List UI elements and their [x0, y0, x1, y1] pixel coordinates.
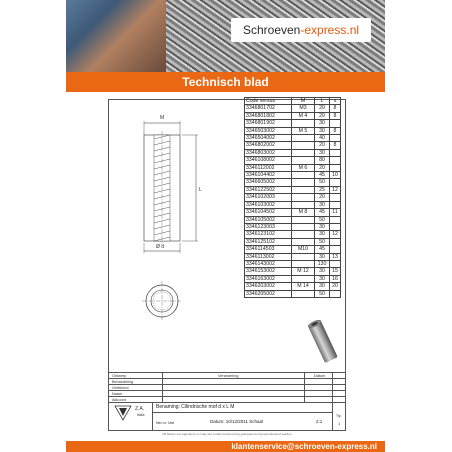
cell-m — [292, 194, 315, 201]
titleblock-sheet-number: 1 — [338, 421, 341, 426]
cell-code: 3346801902 — [245, 120, 292, 127]
logo-main-text: Schroeven — [242, 23, 301, 37]
cell-code: 3346103002 — [245, 201, 292, 208]
cell-m: M3 — [292, 105, 315, 112]
cell-m — [292, 253, 315, 260]
cell-m — [292, 149, 315, 156]
cell-m — [292, 223, 315, 230]
cell-s: 12 — [330, 186, 341, 193]
cell-code: 3346113002 — [245, 253, 292, 260]
cell-m — [292, 231, 315, 238]
titleblock-datum: Datum: 10/12/2011 Schaal — [210, 419, 263, 424]
cell-l: 40 — [315, 135, 330, 142]
cell-m: M 8 — [292, 209, 315, 216]
cell-s — [330, 260, 341, 267]
cell-l: 30 — [315, 283, 330, 290]
table-row — [245, 246, 341, 253]
cell-s — [330, 290, 341, 297]
cell-l: 130 — [315, 260, 330, 267]
cell-m — [292, 238, 315, 245]
table-row — [245, 201, 341, 208]
cell-s — [330, 201, 341, 208]
cell-code: 3346803002 — [245, 149, 292, 156]
titleblock-divider — [304, 372, 305, 402]
company-sub: Italia — [137, 413, 145, 417]
footer-bar — [66, 441, 385, 452]
cell-m — [292, 172, 315, 179]
cell-l: 30 — [315, 275, 330, 282]
cell-l: 20 — [315, 164, 330, 171]
titleblock-divider — [152, 412, 332, 413]
cell-m — [292, 201, 315, 208]
cell-s: 8 — [330, 112, 341, 119]
table-row — [245, 164, 341, 171]
cell-code: 3346203002 — [245, 283, 292, 290]
cell-s — [330, 179, 341, 186]
cell-code: 3346105002 — [245, 216, 292, 223]
cell-l: 30 — [315, 231, 330, 238]
cell-s: 10 — [330, 172, 341, 179]
table-row — [245, 223, 341, 230]
cell-l: 30 — [315, 223, 330, 230]
titleblock-col-datum: Datum — [314, 374, 326, 378]
table-row — [245, 268, 341, 275]
cell-code: 3346114503 — [245, 246, 292, 253]
table-row — [245, 149, 341, 156]
cell-l: 20 — [315, 105, 330, 112]
table-row — [245, 260, 341, 267]
page-title: Technisch blad — [182, 75, 269, 89]
table-row — [245, 157, 341, 164]
cell-s — [330, 164, 341, 171]
table-row — [245, 179, 341, 186]
cell-code: 3346153002 — [245, 268, 292, 275]
table-row — [245, 120, 341, 127]
cell-code: 3346123102 — [245, 231, 292, 238]
cell-code: 3346102003 — [245, 194, 292, 201]
cell-m — [292, 275, 315, 282]
product-render — [306, 316, 340, 368]
cell-l: 20 — [315, 112, 330, 119]
cell-code: 3346163002 — [245, 275, 292, 282]
titleblock-benaming: Benaming: Cilindrische mof d x L M — [156, 404, 235, 410]
cell-l: 45 — [315, 209, 330, 216]
header-photo-tools — [66, 0, 166, 72]
cell-l: 50 — [315, 290, 330, 297]
titleblock-label-behandeling: Behandeling — [112, 380, 134, 384]
table-row — [245, 186, 341, 193]
cell-l: 30 — [315, 120, 330, 127]
cell-s — [330, 246, 341, 253]
titleblock-divider — [162, 372, 163, 402]
cell-m — [292, 142, 315, 149]
cell-l: 80 — [315, 157, 330, 164]
cell-s — [330, 157, 341, 164]
cell-s — [330, 223, 341, 230]
cell-l: 45 — [315, 172, 330, 179]
dim-label-m: M — [160, 115, 165, 121]
cell-code: 3346605002 — [245, 179, 292, 186]
cell-m: M 5 — [292, 127, 315, 134]
cell-s — [330, 216, 341, 223]
table-row — [245, 135, 341, 142]
cell-m — [292, 260, 315, 267]
logo-accent-text: -express.nl — [300, 23, 360, 37]
table-row — [245, 275, 341, 282]
col-header-code: Code versus — [245, 98, 292, 105]
cell-s: 13 — [330, 253, 341, 260]
titleblock-schaal: 2:1 — [316, 419, 323, 424]
cell-l: 50 — [315, 238, 330, 245]
cell-s — [330, 194, 341, 201]
cell-l: 50 — [315, 179, 330, 186]
company-emblem-icon — [114, 405, 132, 421]
cell-l: 20 — [315, 142, 330, 149]
brand-logo[interactable] — [231, 18, 371, 42]
cell-l: 30 — [315, 201, 330, 208]
cell-l: 45 — [315, 246, 330, 253]
col-header-l: L — [315, 98, 330, 105]
cell-code: 3346205002 — [245, 290, 292, 297]
header-banner — [66, 0, 385, 72]
cell-code: 3346108002 — [245, 157, 292, 164]
title-banner — [66, 72, 385, 92]
cell-s: 11 — [330, 209, 341, 216]
dimensions-table — [244, 97, 341, 298]
table-row — [245, 209, 341, 216]
cell-m: M 4 — [292, 112, 315, 119]
cell-m: M 12 — [292, 268, 315, 275]
col-header-s: s — [330, 98, 341, 105]
cell-code: 3346143002 — [245, 260, 292, 267]
copyright-note: Dit blad is ons eigendom en mag niet zonder toestemming gekopieerd of gereproduceerd worden — [162, 432, 292, 436]
cell-l: 30 — [315, 268, 330, 275]
cell-s — [330, 135, 341, 142]
cell-s: 16 — [330, 275, 341, 282]
table-row — [245, 290, 341, 297]
cell-m — [292, 290, 315, 297]
cell-code: 3346123003 — [245, 223, 292, 230]
cell-s: 15 — [330, 268, 341, 275]
cell-code: 3346104402 — [245, 172, 292, 179]
titleblock-col-verandering: Verandering — [218, 374, 239, 378]
table-row — [245, 253, 341, 260]
cell-l: 20 — [315, 194, 330, 201]
cell-code: 3346112002 — [245, 164, 292, 171]
cell-s: 20 — [330, 283, 341, 290]
dim-label-l: L — [199, 187, 202, 193]
cell-code: 3346122502 — [245, 186, 292, 193]
titleblock-label-naam: Naam — [112, 392, 123, 396]
dim-label-d: Ø d — [156, 244, 165, 250]
titleblock-art-label: Nen nr. Mat — [156, 421, 175, 425]
cell-s: 8 — [330, 142, 341, 149]
table-row — [245, 231, 341, 238]
cell-m: M10 — [292, 246, 315, 253]
titleblock-label-ontwerp: Ontwerp — [112, 374, 127, 378]
cell-s — [330, 149, 341, 156]
table-header-row — [245, 98, 341, 105]
col-header-m: M — [292, 98, 315, 105]
cell-code: 3346503002 — [245, 127, 292, 134]
table-row — [245, 283, 341, 290]
cell-m — [292, 120, 315, 127]
cell-s: 8 — [330, 127, 341, 134]
cell-m — [292, 135, 315, 142]
footer-email-link[interactable]: klantenservice@schroeven-express.nl — [231, 442, 377, 451]
cell-code: 3346802002 — [245, 142, 292, 149]
table-row — [245, 194, 341, 201]
table-row — [245, 172, 341, 179]
cell-m — [292, 179, 315, 186]
cell-s: 8 — [330, 105, 341, 112]
company-name: Z.A. — [135, 406, 145, 412]
table-row — [245, 112, 341, 119]
titleblock-divider — [152, 402, 153, 431]
table-row — [245, 216, 341, 223]
cell-m: M 6 — [292, 164, 315, 171]
cell-m — [292, 186, 315, 193]
titleblock-tip-label: Tip — [336, 414, 341, 418]
cell-l: 30 — [315, 253, 330, 260]
table-row — [245, 142, 341, 149]
cell-l: 25 — [315, 186, 330, 193]
titleblock-label-getekend: Getekend — [112, 386, 129, 390]
titleblock-label-akkoord: Akkoord — [112, 398, 126, 402]
cell-code: 3346104502 — [245, 209, 292, 216]
cell-m — [292, 157, 315, 164]
cell-code: 3346801702 — [245, 105, 292, 112]
cell-l: 50 — [315, 216, 330, 223]
cell-l: 30 — [315, 127, 330, 134]
cell-s — [330, 120, 341, 127]
table-row — [245, 105, 341, 112]
cell-s — [330, 238, 341, 245]
cell-m: M 14 — [292, 283, 315, 290]
cell-m — [292, 216, 315, 223]
table-row — [245, 127, 341, 134]
table-row — [245, 238, 341, 245]
cell-s: 12 — [330, 231, 341, 238]
cell-l: 30 — [315, 149, 330, 156]
cell-code: 3346125102 — [245, 238, 292, 245]
cell-code: 3346801802 — [245, 112, 292, 119]
cell-code: 3346504002 — [245, 135, 292, 142]
technical-drawing — [118, 105, 228, 375]
